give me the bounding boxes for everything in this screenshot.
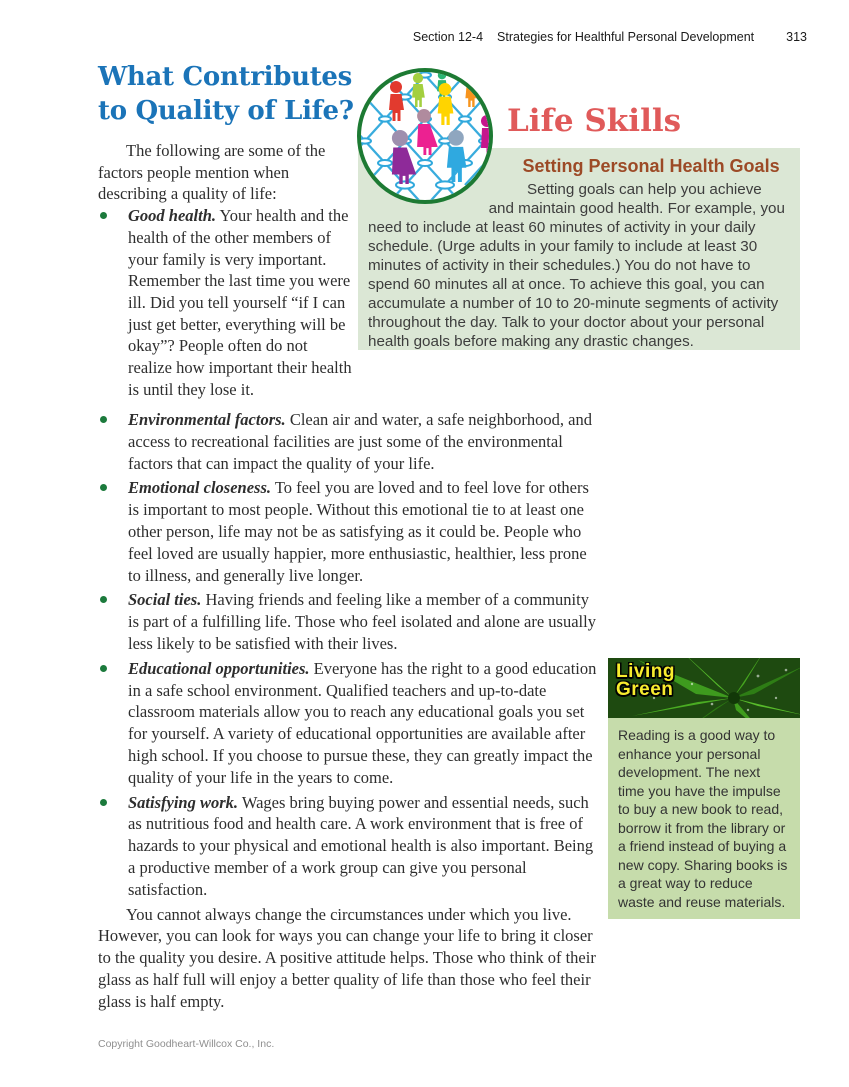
bullet-lead: Satisfying work. — [128, 792, 239, 812]
living-green-title — [616, 663, 675, 699]
bullet-lead: Environmental factors. — [128, 410, 286, 429]
closing-paragraph: You cannot always change the circumstances under which you live. However, you can look for ways you can change your life to bring it closer to the quality you desire. A positive attitude helps. Those who think of their glass as half full will enjoy a better quality of life than those who feel their glass is half empty. — [98, 904, 596, 1011]
living-green-body: Reading is a good way to enhance your personal development. The next time you have the impulse to buy a new book to read, borrow it from the library or a friend instead of buying a new copy. Sharing books is a great way to reduce waste and reuse materials. — [608, 718, 800, 919]
page-header — [413, 30, 807, 44]
bullet-text: Everyone has the right to a good education in a safe school environment. Qualified teachers and up-to-date classroom materials allow you to reach any educational goals you set for yourself. A variety of educational opportunities are available after high school. If you choose to pursue these, they can greatly impact the quality of your life in the years to come. — [128, 658, 597, 787]
title-line-2: to Quality of Life? — [98, 96, 354, 126]
list-item — [98, 658, 598, 789]
bullet-lead: Social ties. — [128, 590, 202, 610]
page-title — [98, 60, 354, 128]
bullet-lead: Good health. — [128, 206, 217, 226]
living-green-box — [608, 658, 800, 919]
list-item — [98, 409, 598, 474]
living-green-title-line-2: Green — [616, 679, 674, 700]
bullet-icon — [100, 212, 107, 219]
copyright-notice: Copyright Goodheart-Willcox Co., Inc. — [98, 1038, 275, 1050]
bullet-icon — [100, 416, 107, 423]
people-network-svg — [354, 65, 496, 207]
living-green-photo — [608, 658, 800, 718]
list-item — [98, 589, 598, 654]
life-skills-heading: Setting Personal Health Goals — [522, 156, 780, 176]
list-item — [98, 205, 354, 400]
bullet-lead: Educational opportunities. — [128, 658, 310, 678]
life-skills-label: Life Skills — [507, 103, 682, 139]
bullet-list-narrow — [98, 205, 354, 400]
bullet-icon — [100, 596, 107, 603]
bullet-lead: Emotional closeness. — [128, 478, 272, 498]
title-line-1: What Contributes — [98, 62, 353, 92]
bullet-icon — [100, 799, 107, 806]
intro-paragraph: The following are some of the factors people mention when describing a quality of life: — [98, 141, 326, 204]
bullet-text: To feel you are loved and to feel love for others is important to most people. Without this emotional tie to at least one other person, life may not be as satisfying as it could be. People who feel loved are usually happier, more enthusiastic, healthier, less prone to illness, and generally live longer. — [128, 478, 589, 585]
bullet-list-wide — [98, 409, 598, 901]
page-number: 313 — [786, 30, 807, 44]
list-item — [98, 477, 598, 586]
bullet-text: Clean air and water, a safe neighborhood, and access to recreational facilities are just some of the environmental factors that can impact the quality of your life. — [128, 410, 592, 473]
bullet-text: Wages bring buying power and essential needs, such as nutritious food and health care. A work environment that is free of hazards to your physical and emotional health is also important. Being a productive member of a work group can give you personal satisfaction. — [128, 792, 594, 899]
people-network-illustration — [354, 65, 496, 207]
life-skills-body: Setting goals can help you achieve and maintain good health. For example, you need to include at least 60 minutes of activity in your daily schedule. (Urge adults in your family to include at least 30 minutes of activity in their schedules.) You do not have to spend 60 minutes all at once. To achieve this goal, you can accumulate a number of 10 to 20-minute segments of activity throughout the day. Talk to your doctor about your personal health goals before making any drastic changes. — [368, 181, 785, 350]
bullet-icon — [100, 484, 107, 491]
left-column — [98, 140, 354, 400]
main-text — [98, 409, 598, 1013]
living-green-title-line-1: Living — [616, 661, 675, 682]
bullet-text: Your health and the health of the other members of your family is very important. Remember the last time you were ill. Did you tell yourself “if I can just get better, everything will be okay”? People often do not realize how important their health is until they lose it. — [128, 206, 352, 399]
list-item — [98, 792, 598, 901]
section-label: Section 12-4 — [412, 30, 484, 44]
bullet-text: Having friends and feeling like a member of a community is part of a fulfilling life. Those who feel isolated and alone are usually less likely to be satisfied with their lives. — [128, 590, 596, 653]
bullet-icon — [100, 665, 107, 672]
chapter-title: Strategies for Healthful Personal Development — [497, 30, 755, 44]
